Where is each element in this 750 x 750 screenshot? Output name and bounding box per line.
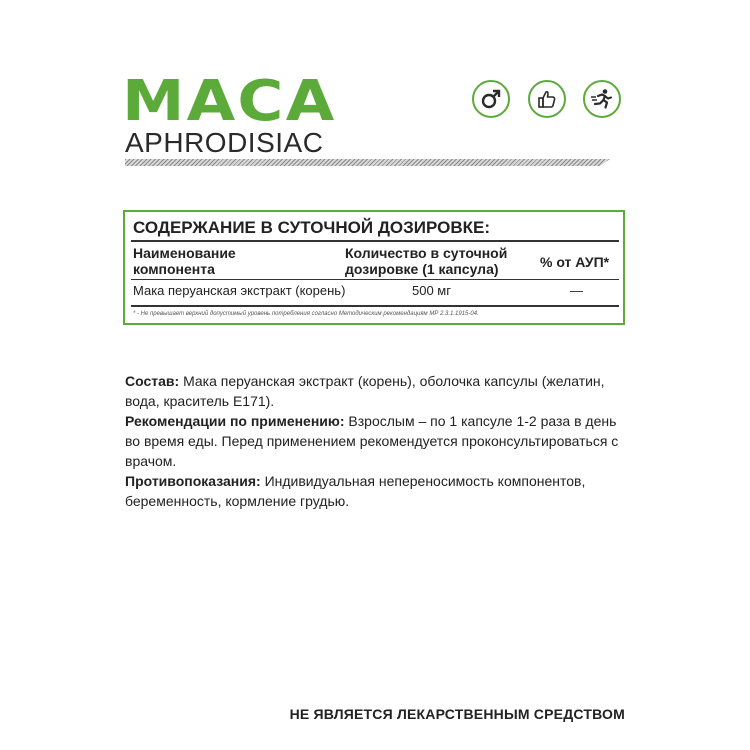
table-rule-mid [131, 279, 619, 280]
col-header-amount-line2: дозировке (1 капсула) [345, 261, 499, 277]
header-divider [125, 159, 625, 166]
thumbs-up-badge [528, 80, 566, 118]
male-symbol-badge [472, 80, 510, 118]
row-amount: 500 мг [412, 283, 451, 298]
col-header-name-line1: Наименование [133, 245, 236, 261]
composition-paragraph [125, 371, 625, 411]
table-rule-bottom [131, 305, 619, 307]
row-name: Мака перуанская экстракт (корень) [133, 283, 346, 298]
recommendations-paragraph [125, 411, 625, 471]
male-symbol-icon [480, 88, 502, 110]
recommendations-label: Рекомендации по применению: [125, 413, 345, 429]
contraindications-label: Противопоказания: [125, 473, 261, 489]
nutrition-table [123, 210, 625, 325]
thumbs-up-icon [537, 89, 557, 109]
composition-text: Мака перуанская экстракт (корень), оболочка капсулы (желатин, вода, краситель Е171). [125, 373, 605, 409]
composition-label: Состав: [125, 373, 180, 389]
col-header-name-line2: компонента [133, 261, 215, 277]
recommendations-text: Взрослым – по 1 капсуле 1-2 раза в день во время еды. Перед применением рекомендуется проконсультироваться с врачом. [125, 413, 619, 469]
table-heading: СОДЕРЖАНИЕ В СУТОЧНОЙ ДОЗИРОВКЕ: [133, 218, 491, 237]
col-header-name [133, 245, 236, 277]
running-man-badge [583, 80, 621, 118]
product-info [125, 371, 625, 511]
running-man-icon [590, 88, 614, 110]
col-header-amount-line1: Количество в суточной [345, 245, 508, 261]
col-header-amount [345, 245, 507, 277]
disclaimer: НЕ ЯВЛЯЕТСЯ ЛЕКАРСТВЕННЫМ СРЕДСТВОМ [289, 706, 625, 722]
table-rule-top [131, 240, 619, 242]
col-header-percent: % от АУП* [540, 254, 610, 270]
contraindications-text: Индивидуальная непереносимость компонентов, беременность, кормление грудью. [125, 473, 586, 509]
row-percent: — [570, 283, 583, 298]
table-footnote: * - Не превышает верхний допустимый уровень потребления согласно Методическим рекомендациям МР 2.3.1.1915-04. [133, 311, 479, 317]
contraindications-paragraph [125, 471, 625, 511]
product-title: MACA [122, 69, 337, 134]
product-subtitle: APHRODISIAC [125, 127, 324, 158]
